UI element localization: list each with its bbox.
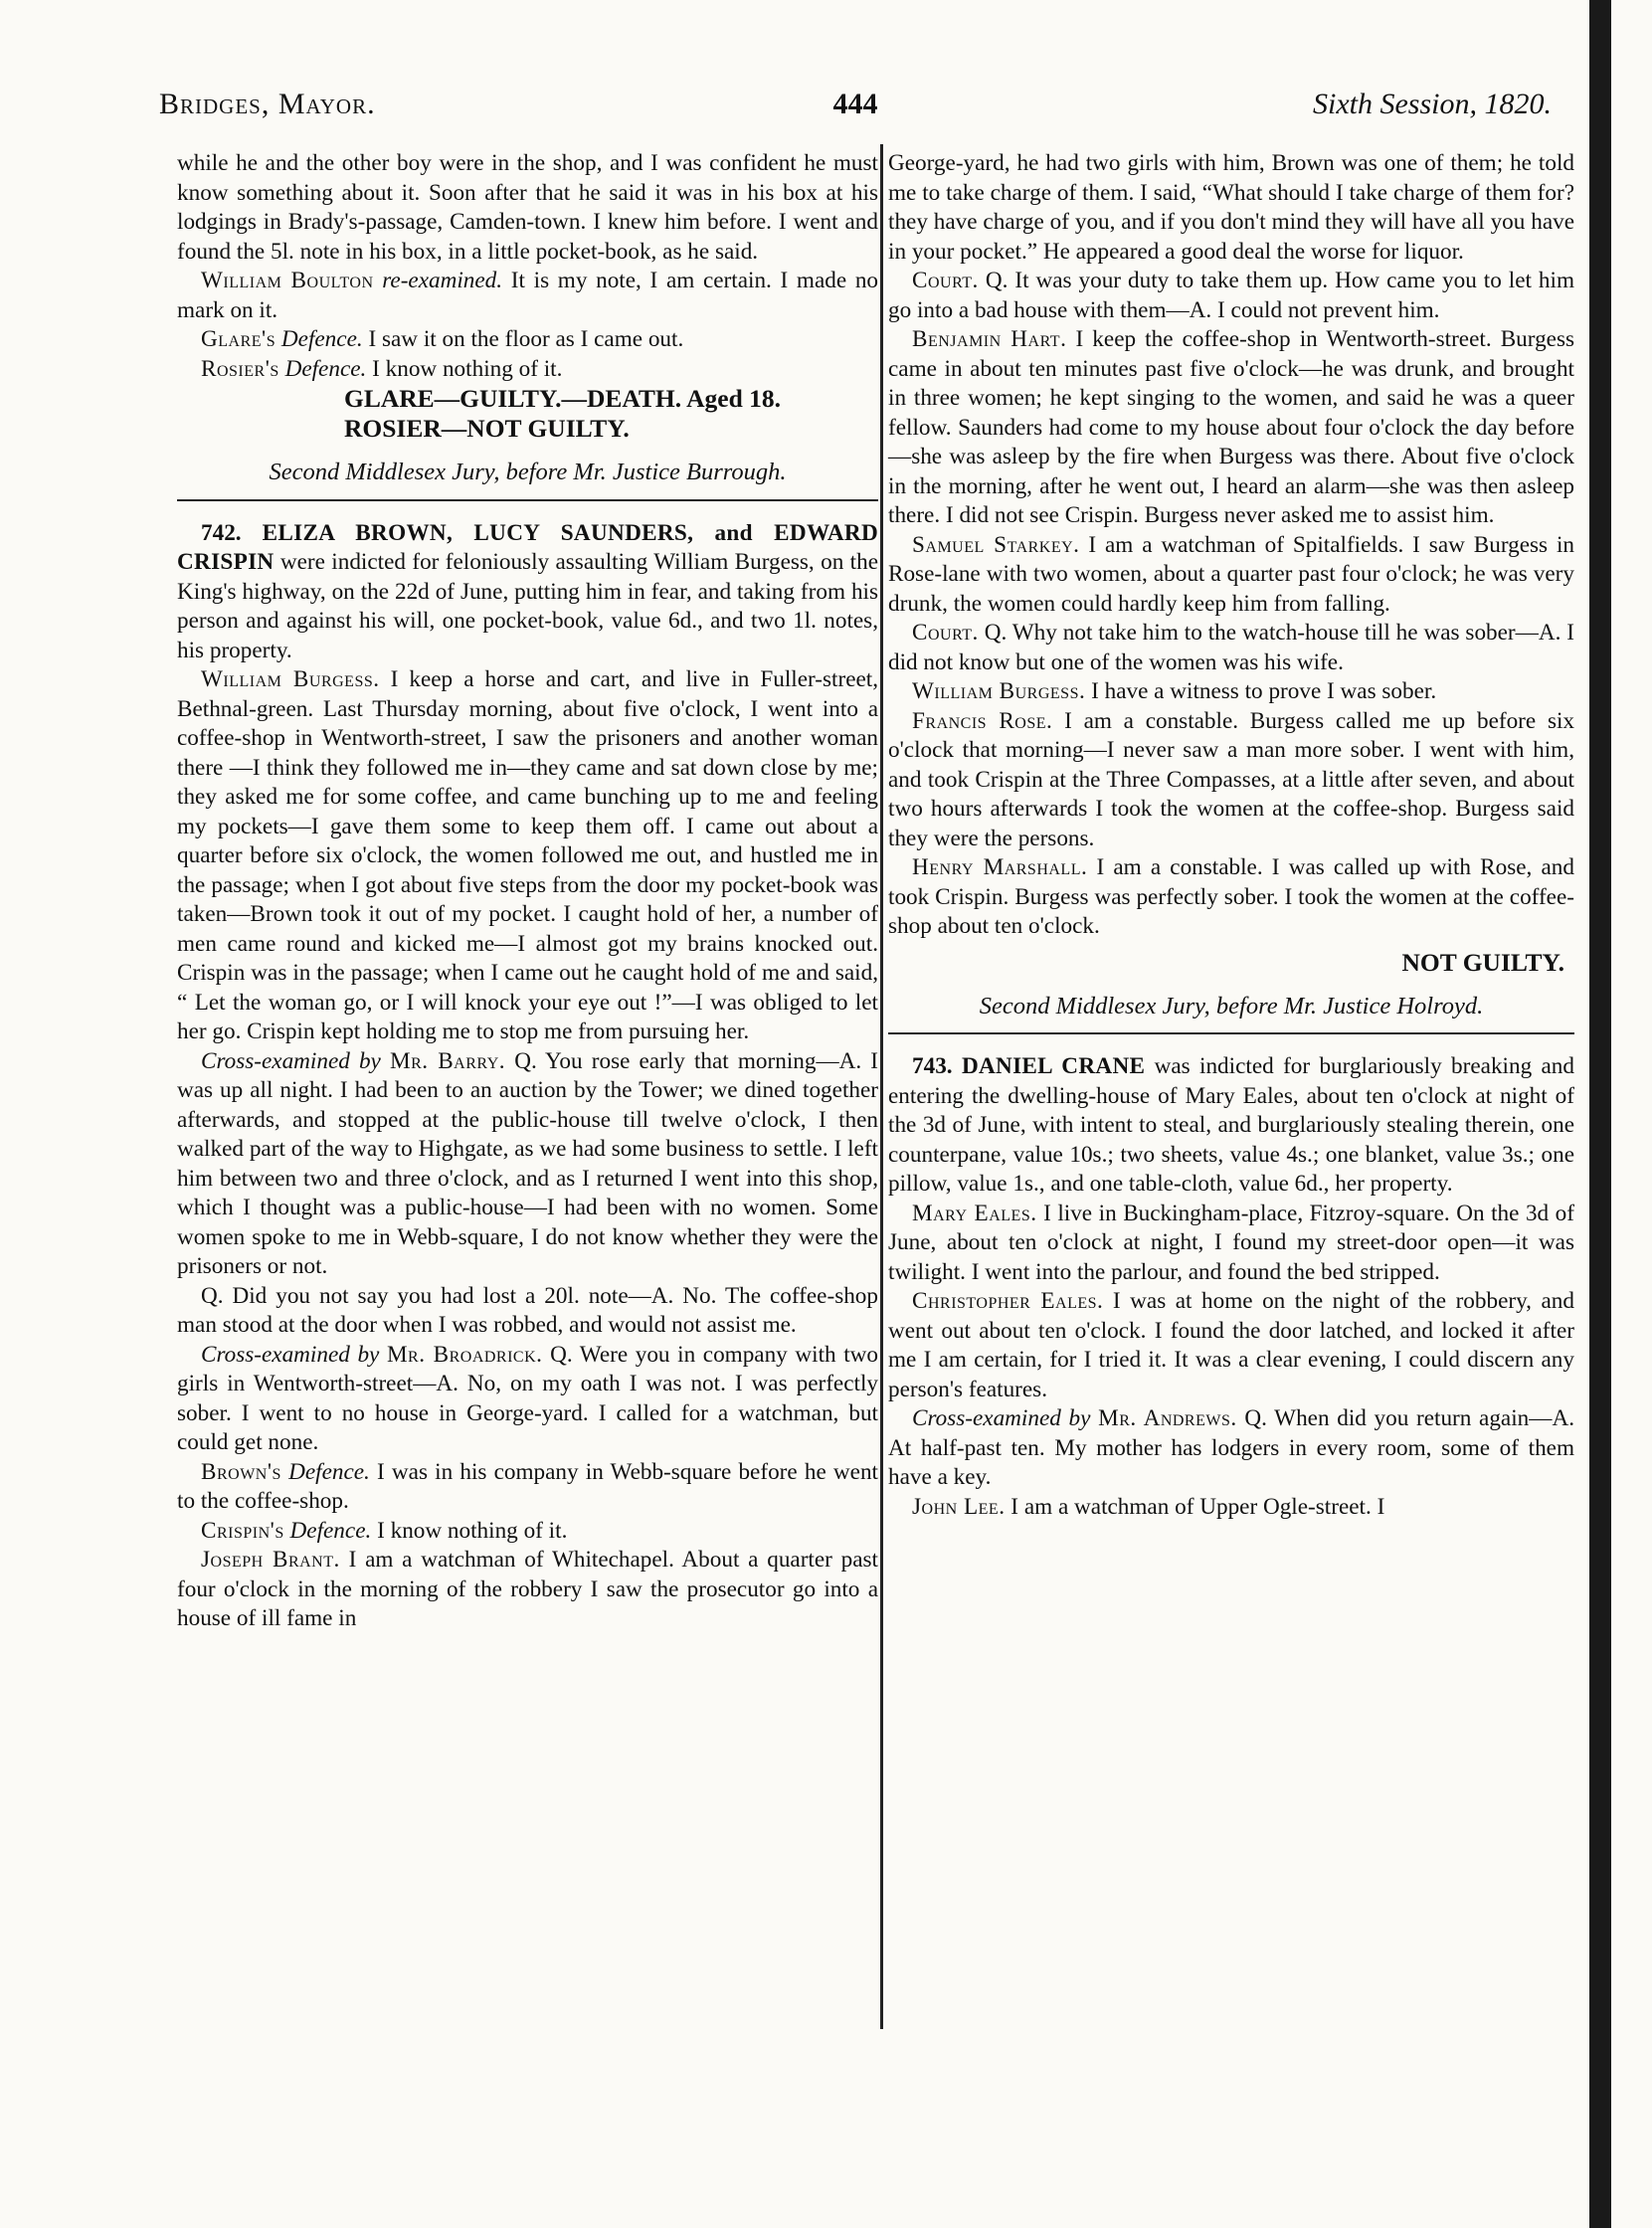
question: Q. Did you not say you had lost a 20l. note—A. No. The coffee-shop man stood at the door when I was robbed, and would not assist me. xyxy=(177,1282,878,1338)
testimony-text: I am a constable. I was called up with Rose, and took Crispin. Burgess was perfectly sober. I took the women at the coffee-shop about ten o'clock. xyxy=(888,854,1574,939)
cross-examination xyxy=(888,1404,1574,1493)
testimony xyxy=(888,707,1574,854)
counsel-name: Mr. Andrews. xyxy=(1098,1405,1237,1431)
testimony-text: I keep a horse and cart, and live in Fuller-street, Bethnal-green. Last Thursday morning, about five o'clock, I went into a coffee-shop in Wentworth-street, I saw the prisoners and another woman there —I think they followed me in—they came and sat down close by me; they asked me for some coffee, and came bunching up to me and feeling my pockets—I gave them some to keep them off. I came out about a quarter before six o'clock, the women followed me out, and hustled me in the passage; when I got about five steps from the door my pocket-book was taken—Brown took it out of my pocket. I caught hold of her, a number of men came round and kicked me—I almost got my brains knocked out. Crispin was in the passage; when I came out he caught hold of me and said, “ Let the woman go, or I will knock your eye out !”—I was obliged to let her go. Crispin kept holding me to stop me from pursuing her. xyxy=(177,666,879,1044)
witness-name: Henry Marshall. xyxy=(912,854,1088,880)
verdict-glare: GLARE—GUILTY.—DEATH. Aged 18. xyxy=(344,384,782,413)
defendant-name: Brown's xyxy=(201,1458,281,1485)
defence-text: I know nothing of it. xyxy=(377,1517,568,1544)
case-charge: were indicted for feloniously assaulting William Burgess, on the King's highway, on the 22d of June, putting him in fear, and taking from his person and against his will, one pocket-book, value 6d., and two 1l. notes, his property. xyxy=(177,549,879,663)
case-charge: was indicted for burglariously breaking and entering the dwelling-house of Mary Eales, about ten o'clock at night of the 3d of June, with intent to steal, and burglariously stealing therein, one counterpane, value 10s.; two sheets, value 4s.; one blanket, value 3s.; one pillow, value 1s., and one table-cloth, value 6d., her property. xyxy=(888,1053,1574,1197)
defence-tag: Defence. xyxy=(284,355,367,382)
court-question xyxy=(888,267,1574,325)
cross-text: Q. You rose early that morning—A. I was up all night. I had been to an auction by the Tower; we dined together afterwards, and stopped at the public-house till twelve o'clock, I then walked part of the way to Highgate, as we had some business to settle. I left him between two and three o'clock, and as I returned I went into this shop, which I thought was a public-house—I had been with no women. Some women spoke to me in Webb-square, I do not know whether they were the prisoners or not. xyxy=(177,1047,879,1279)
verdict-not-guilty: NOT GUILTY. xyxy=(1401,947,1564,977)
cross-tag: Cross-examined by xyxy=(912,1405,1091,1431)
witness-name: Samuel Starkey. xyxy=(912,531,1080,558)
right-column xyxy=(888,149,1574,1522)
court-label: Court. xyxy=(912,268,979,293)
defendant-name: Glare's xyxy=(201,326,276,352)
testimony xyxy=(177,1546,878,1634)
testimony xyxy=(888,1287,1574,1404)
testimony xyxy=(888,677,1574,707)
witness-name: William Boulton xyxy=(201,268,374,293)
testimony xyxy=(888,531,1574,620)
testimony-text: I have a witness to prove I was sober. xyxy=(1091,678,1437,704)
section-rule xyxy=(177,499,878,501)
verdict-rosier: ROSIER—NOT GUILTY. xyxy=(344,414,630,443)
court-question xyxy=(888,619,1574,677)
running-header xyxy=(159,88,1552,133)
case-number: 742. xyxy=(201,519,242,546)
testimony xyxy=(888,325,1574,531)
column-divider xyxy=(880,144,883,2029)
testimony-text: I am a watchman of Upper Ogle-street. I xyxy=(1010,1493,1385,1520)
jury-line: Second Middlesex Jury, before Mr. Justice Holroyd. xyxy=(979,992,1484,1020)
defence xyxy=(177,325,878,355)
testimony-text: I was at home on the night of the robbery, and went out about ten o'clock. I found the door latched, and locked it after me I am certain, for I tried it. It was a clear evening, I could discern any person's features. xyxy=(888,1288,1574,1402)
page-number: 444 xyxy=(832,88,878,120)
defendant-name: Crispin's xyxy=(201,1517,284,1544)
testimony-tag: re-examined. xyxy=(382,268,503,293)
witness-name: Benjamin Hart. xyxy=(912,326,1067,352)
counsel-name: Mr. Broadrick. xyxy=(386,1341,543,1368)
case-heading xyxy=(888,1052,1574,1200)
cross-examination xyxy=(177,1047,878,1282)
cross-tag: Cross-examined by xyxy=(201,1341,380,1368)
case-heading xyxy=(177,519,878,666)
case-defendants: ELIZA BROWN, LUCY SAUNDERS, and EDWARD CRISPIN xyxy=(177,519,878,575)
witness-name: Mary Eales. xyxy=(912,1200,1037,1226)
testimony xyxy=(888,1493,1574,1523)
defence xyxy=(177,355,878,385)
witness-name: John Lee. xyxy=(912,1493,1006,1520)
defence-text: I was in his company in Webb-square before he went to the coffee-shop. xyxy=(177,1458,878,1514)
court-label: Court. xyxy=(912,620,979,646)
testimony xyxy=(888,853,1574,942)
defence-text: I know nothing of it. xyxy=(372,355,563,382)
case-number: 743. xyxy=(912,1053,953,1079)
cross-text: Q. When did you return again—A. At half-past ten. My mother has lodgers in every room, some of them have a key. xyxy=(888,1405,1574,1490)
testimony xyxy=(177,267,878,325)
court-text: Q. It was your duty to take them up. How came you to let him go into a bad house with them—A. I could not prevent him. xyxy=(888,268,1575,323)
header-left: Bridges, Mayor. xyxy=(159,88,376,120)
witness-name: William Burgess. xyxy=(912,678,1086,704)
defence-tag: Defence. xyxy=(288,1458,370,1485)
defence xyxy=(177,1517,878,1547)
counsel-name: Mr. Barry. xyxy=(390,1047,506,1074)
testimony xyxy=(177,665,878,1047)
defence xyxy=(177,1458,878,1517)
page-edge-shadow xyxy=(1589,0,1611,2228)
defence-tag: Defence. xyxy=(280,326,363,352)
header-right: Sixth Session, 1820. xyxy=(1313,88,1552,120)
testimony-text: I live in Buckingham-place, Fitzroy-square. On the 3d of June, about ten o'clock at night, I found my street-door open—it was twilight. I went into the parlour, and found the bed stripped. xyxy=(888,1200,1575,1285)
testimony-text: I am a watchman of Whitechapel. About a quarter past four o'clock in the morning of the robbery I saw the prosecutor go into a house of ill fame in xyxy=(177,1547,879,1631)
testimony-text: I am a constable. Burgess called me up before six o'clock that morning—I never saw a man more sober. I went with him, and took Crispin at the Three Compasses, at a little after seven, and about two hours afterwards I took the women at the coffee-shop. Burgess said they were the persons. xyxy=(888,707,1575,851)
testimony-text: I am a watchman of Spitalfields. I saw Burgess in Rose-lane with two women, about a quarter past four o'clock; he was very drunk, the women could hardly keep him from falling. xyxy=(888,531,1574,617)
testimony-text: I keep the coffee-shop in Wentworth-street. Burgess came in about ten minutes past five o'clock—he was drunk, and brought in three women; he kept singing to the women, and said he was a queer fellow. Saunders had come to my house about four o'clock the day before—she was asleep by the fire when Burgess was there. About five o'clock in the morning, after he went out, I heard an alarm—she was then asleep there. I did not see Crispin. Burgess never asked me to assist him. xyxy=(888,326,1575,528)
testimony-text: It is my note, I am certain. I made no mark on it. xyxy=(177,268,879,323)
defence-tag: Defence. xyxy=(289,1517,372,1544)
section-rule xyxy=(888,1032,1574,1034)
cross-text: Q. Were you in company with two girls in Wentworth-street—A. No, on my oath I was not. I was perfectly sober. I went to no house in George-yard. I called for a watchman, but could get none. xyxy=(177,1341,878,1455)
cross-tag: Cross-examined by xyxy=(201,1047,381,1074)
jury-line: Second Middlesex Jury, before Mr. Justice Burrough. xyxy=(269,459,787,485)
court-text: Q. Why not take him to the watch-house till he was sober—A. I did not know but one of the women was his wife. xyxy=(888,620,1574,675)
cross-examination xyxy=(177,1341,878,1458)
witness-name: Francis Rose. xyxy=(912,707,1053,734)
paragraph: George-yard, he had two girls with him, Brown was one of them; he told me to take charge of them. I said, “What should I take charge of them for? they have charge of you, and if you don't mind they will have all you have in your pocket.” He appeared a good deal the worse for liquor. xyxy=(888,150,1574,265)
testimony xyxy=(888,1200,1574,1288)
witness-name: William Burgess. xyxy=(201,666,380,692)
witness-name: Joseph Brant. xyxy=(201,1547,340,1573)
witness-name: Christopher Eales. xyxy=(912,1288,1104,1314)
paragraph: while he and the other boy were in the shop, and I was confident he must know something about it. Soon after that he said it was in his box at his lodgings in Brady's-passage, Camden-town. I knew him before. I went and found the 5l. note in his box, in a little pocket-book, as he said. xyxy=(177,150,878,265)
left-column xyxy=(177,149,878,1634)
defence-text: I saw it on the floor as I came out. xyxy=(368,326,684,352)
case-defendants: DANIEL CRANE xyxy=(961,1053,1146,1079)
defendant-name: Rosier's xyxy=(201,355,279,382)
